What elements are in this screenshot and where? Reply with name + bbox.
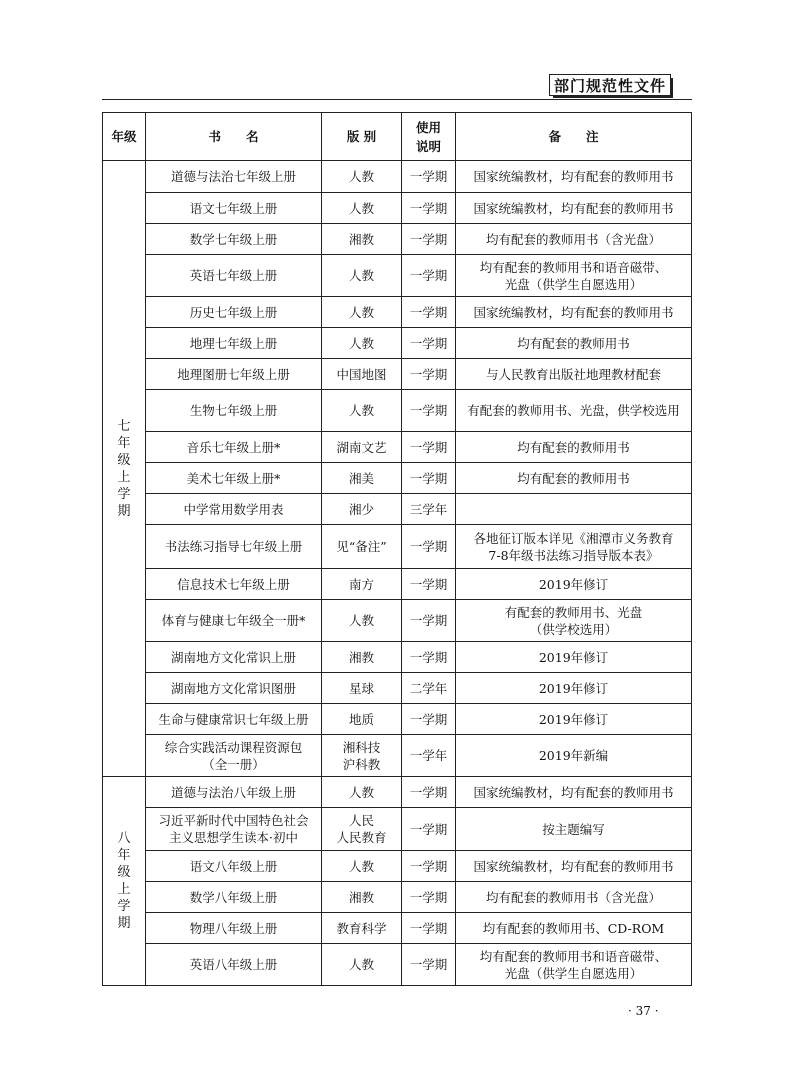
usage-cell: 一学期 [402, 704, 456, 735]
grade-cell: 七 年 级 上 学 期 [103, 161, 146, 777]
publisher-cell: 地质 [322, 704, 402, 735]
publisher-cell: 湘教 [322, 882, 402, 913]
column-header-usage: 使用 说明 [402, 113, 456, 161]
note-cell: 与人民教育出版社地理教材配套 [456, 359, 692, 390]
publisher-cell: 人教 [322, 193, 402, 224]
publisher-cell: 教育科学 [322, 913, 402, 944]
table-row [103, 525, 692, 569]
note-cell: 国家统编教材，均有配套的教师用书 [456, 193, 692, 224]
usage-cell: 一学期 [402, 913, 456, 944]
note-cell: 均有配套的教师用书 [456, 463, 692, 494]
book-title-cell: 英语八年级上册 [146, 944, 322, 986]
table-row [103, 359, 692, 390]
table-row [103, 255, 692, 297]
publisher-cell: 人教 [322, 297, 402, 328]
table-row [103, 193, 692, 224]
usage-cell: 一学期 [402, 808, 456, 851]
note-cell: 按主题编写 [456, 808, 692, 851]
publisher-cell: 星球 [322, 673, 402, 704]
note-cell: 国家统编教材，均有配套的教师用书 [456, 161, 692, 193]
publisher-cell: 中国地图 [322, 359, 402, 390]
table-header-row [103, 113, 692, 161]
book-title-cell: 湖南地方文化常识图册 [146, 673, 322, 704]
table-row [103, 944, 692, 986]
publisher-cell: 人教 [322, 944, 402, 986]
note-cell: 2019年新编 [456, 735, 692, 777]
usage-cell: 一学期 [402, 390, 456, 432]
table-row [103, 913, 692, 944]
publisher-cell: 人教 [322, 255, 402, 297]
book-title-cell: 数学八年级上册 [146, 882, 322, 913]
publisher-cell: 人教 [322, 777, 402, 808]
book-title-cell: 美术七年级上册* [146, 463, 322, 494]
table-row [103, 224, 692, 255]
note-cell: 各地征订版本详见《湘潭市义务教育 7-8年级书法练习指导版本表》 [456, 525, 692, 569]
column-header-publisher: 版 别 [322, 113, 402, 161]
usage-cell: 一学期 [402, 255, 456, 297]
header-divider [102, 99, 692, 100]
book-title-cell: 综合实践活动课程资源包 （全一册） [146, 735, 322, 777]
textbook-table [102, 112, 692, 986]
usage-cell: 二学年 [402, 673, 456, 704]
book-title-cell: 道德与法治七年级上册 [146, 161, 322, 193]
note-cell: 均有配套的教师用书 [456, 328, 692, 359]
usage-cell: 一学期 [402, 193, 456, 224]
book-title-cell: 道德与法治八年级上册 [146, 777, 322, 808]
usage-cell: 一学期 [402, 600, 456, 642]
column-header-note: 备 注 [456, 113, 692, 161]
page-number: · 37 · [628, 1004, 659, 1018]
book-title-cell: 语文七年级上册 [146, 193, 322, 224]
publisher-cell: 湖南文艺 [322, 432, 402, 463]
usage-cell: 一学期 [402, 328, 456, 359]
book-title-cell: 音乐七年级上册* [146, 432, 322, 463]
note-cell: 国家统编教材，均有配套的教师用书 [456, 297, 692, 328]
book-title-cell: 中学常用数学用表 [146, 494, 322, 525]
table-row [103, 297, 692, 328]
usage-cell: 一学期 [402, 224, 456, 255]
usage-cell: 一学期 [402, 463, 456, 494]
table-row [103, 494, 692, 525]
usage-cell: 一学期 [402, 777, 456, 808]
book-title-cell: 历史七年级上册 [146, 297, 322, 328]
usage-cell: 一学期 [402, 569, 456, 600]
publisher-cell: 人教 [322, 328, 402, 359]
note-cell: 均有配套的教师用书（含光盘） [456, 224, 692, 255]
book-title-cell: 湖南地方文化常识上册 [146, 642, 322, 673]
note-cell: 均有配套的教师用书和语音磁带、 光盘（供学生自愿选用） [456, 944, 692, 986]
usage-cell: 一学期 [402, 161, 456, 193]
usage-cell: 一学年 [402, 735, 456, 777]
usage-cell: 一学期 [402, 944, 456, 986]
book-title-cell: 习近平新时代中国特色社会 主义思想学生读本·初中 [146, 808, 322, 851]
table-row [103, 642, 692, 673]
publisher-cell: 见“备注” [322, 525, 402, 569]
note-cell: 有配套的教师用书、光盘，供学校选用 [456, 390, 692, 432]
usage-cell: 一学期 [402, 432, 456, 463]
table-row [103, 673, 692, 704]
table-row [103, 851, 692, 882]
note-cell: 2019年修订 [456, 704, 692, 735]
note-cell: 国家统编教材，均有配套的教师用书 [456, 777, 692, 808]
book-title-cell: 体育与健康七年级全一册* [146, 600, 322, 642]
publisher-cell: 人教 [322, 390, 402, 432]
publisher-cell: 人民 人民教育 [322, 808, 402, 851]
usage-cell: 一学期 [402, 851, 456, 882]
table-row [103, 328, 692, 359]
note-cell [456, 494, 692, 525]
book-title-cell: 生命与健康常识七年级上册 [146, 704, 322, 735]
table-row [103, 390, 692, 432]
note-cell: 均有配套的教师用书、CD-ROM [456, 913, 692, 944]
book-title-cell: 语文八年级上册 [146, 851, 322, 882]
note-cell: 有配套的教师用书、光盘 （供学校选用） [456, 600, 692, 642]
publisher-cell: 人教 [322, 161, 402, 193]
table-body [103, 161, 692, 986]
usage-cell: 一学期 [402, 297, 456, 328]
column-header-title: 书 名 [146, 113, 322, 161]
publisher-cell: 湘教 [322, 642, 402, 673]
book-title-cell: 地理图册七年级上册 [146, 359, 322, 390]
publisher-cell: 人教 [322, 851, 402, 882]
usage-cell: 一学期 [402, 882, 456, 913]
note-cell: 2019年修订 [456, 569, 692, 600]
table-row [103, 777, 692, 808]
book-title-cell: 书法练习指导七年级上册 [146, 525, 322, 569]
book-title-cell: 英语七年级上册 [146, 255, 322, 297]
usage-cell: 一学期 [402, 525, 456, 569]
publisher-cell: 湘美 [322, 463, 402, 494]
book-title-cell: 数学七年级上册 [146, 224, 322, 255]
column-header-grade: 年级 [103, 113, 146, 161]
publisher-cell: 湘少 [322, 494, 402, 525]
usage-cell: 一学期 [402, 359, 456, 390]
book-title-cell: 物理八年级上册 [146, 913, 322, 944]
table-row [103, 600, 692, 642]
table-row [103, 569, 692, 600]
section-header-label: 部门规范性文件 [549, 74, 671, 96]
publisher-cell: 湘科技 沪科教 [322, 735, 402, 777]
note-cell: 国家统编教材，均有配套的教师用书 [456, 851, 692, 882]
table-row [103, 161, 692, 193]
book-title-cell: 地理七年级上册 [146, 328, 322, 359]
book-title-cell: 生物七年级上册 [146, 390, 322, 432]
note-cell: 均有配套的教师用书（含光盘） [456, 882, 692, 913]
book-title-cell: 信息技术七年级上册 [146, 569, 322, 600]
table-row [103, 735, 692, 777]
note-cell: 均有配套的教师用书 [456, 432, 692, 463]
usage-cell: 一学期 [402, 642, 456, 673]
note-cell: 均有配套的教师用书和语音磁带、 光盘（供学生自愿选用） [456, 255, 692, 297]
table-row [103, 704, 692, 735]
note-cell: 2019年修订 [456, 673, 692, 704]
note-cell: 2019年修订 [456, 642, 692, 673]
table-row [103, 432, 692, 463]
table-row [103, 808, 692, 851]
table-row [103, 882, 692, 913]
publisher-cell: 湘教 [322, 224, 402, 255]
usage-cell: 三学年 [402, 494, 456, 525]
table-row [103, 463, 692, 494]
publisher-cell: 南方 [322, 569, 402, 600]
grade-cell: 八 年 级 上 学 期 [103, 777, 146, 986]
publisher-cell: 人教 [322, 600, 402, 642]
